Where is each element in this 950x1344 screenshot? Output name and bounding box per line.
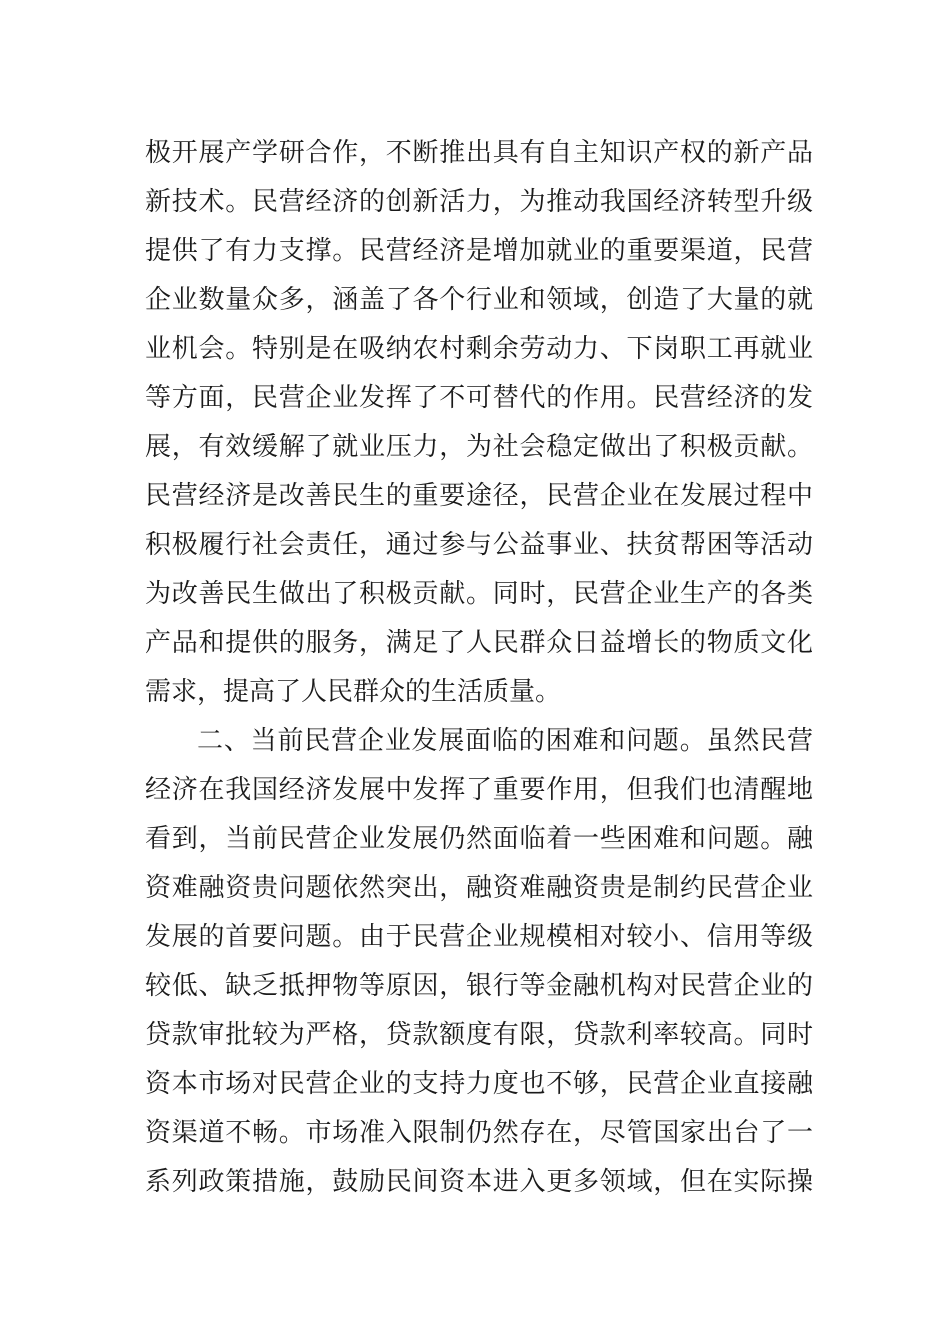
text-line: 等方面，民营企业发挥了不可替代的作用。民营经济的发: [145, 383, 813, 413]
text-line: 积极履行社会责任，通过参与公益事业、扶贫帮困等活动: [145, 530, 813, 560]
text-line: 系列政策措施，鼓励民间资本进入更多领域，但在实际操: [145, 1167, 813, 1197]
text-line: 发展的首要问题。由于民营企业规模相对较小、信用等级: [145, 922, 813, 952]
text-line: 资难融资贵问题依然突出，融资难融资贵是制约民营企业: [145, 873, 813, 903]
section-heading-line: 二、当前民营企业发展面临的困难和问题。虽然民营: [197, 726, 813, 756]
text-line: 展，有效缓解了就业压力，为社会稳定做出了积极贡献。: [145, 432, 813, 462]
text-line: 资渠道不畅。市场准入限制仍然存在，尽管国家出台了一: [145, 1118, 813, 1148]
text-line: 提供了有力支撑。民营经济是增加就业的重要渠道，民营: [145, 236, 813, 266]
text-line: 业机会。特别是在吸纳农村剩余劳动力、下岗职工再就业: [145, 334, 813, 364]
text-line: 极开展产学研合作，不断推出具有自主知识产权的新产品: [145, 138, 813, 168]
text-line: 民营经济是改善民生的重要途径，民营企业在发展过程中: [145, 481, 813, 511]
text-line: 贷款审批较为严格，贷款额度有限，贷款利率较高。同时: [145, 1020, 813, 1050]
text-line: 企业数量众多，涵盖了各个行业和领域，创造了大量的就: [145, 285, 813, 315]
document-body: [145, 129, 813, 1207]
text-line: 为改善民生做出了积极贡献。同时，民营企业生产的各类: [145, 579, 813, 609]
text-line: 较低、缺乏抵押物等原因，银行等金融机构对民营企业的: [145, 971, 813, 1001]
text-line: 经济在我国经济发展中发挥了重要作用，但我们也清醒地: [145, 775, 813, 805]
text-line: 看到，当前民营企业发展仍然面临着一些困难和问题。融: [145, 824, 813, 854]
text-line: 资本市场对民营企业的支持力度也不够，民营企业直接融: [145, 1069, 813, 1099]
text-line: 产品和提供的服务，满足了人民群众日益增长的物质文化: [145, 628, 813, 658]
paragraph-end-line: 需求，提高了人民群众的生活质量。: [145, 677, 562, 707]
text-line: 新技术。民营经济的创新活力，为推动我国经济转型升级: [145, 187, 813, 217]
